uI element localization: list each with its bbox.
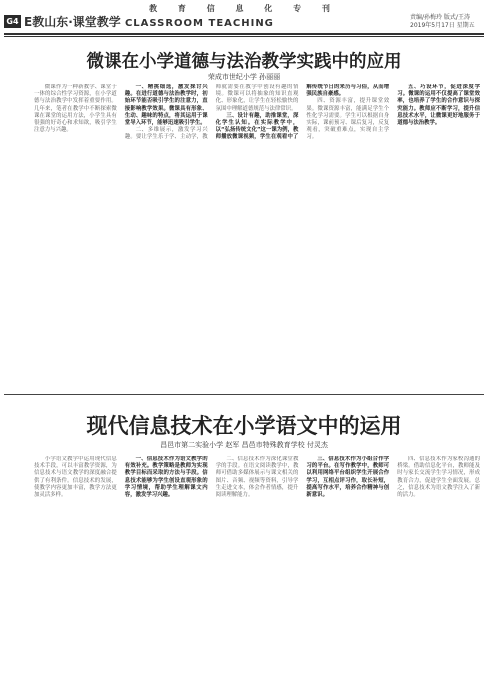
header-rule-thin xyxy=(4,36,484,37)
article1-paragraph: 微课作为一种新教学、课堂于一体的综合性学习资源，在小学道德与法治教学中发挥着重要作用。几年来，笔者在教学中不断探索微课在课堂的运用方法，小学生具有很强的好奇心和求知欲，吸引学生注意力与兴趣。 xyxy=(34,84,117,134)
article1-byline: 荣成市世纪小学 孙丽丽 xyxy=(207,73,281,81)
article1-paragraph: 五、巧设环节，促进深度学习。微课的运用不仅提高了课堂效率，也培养了学生的合作意识与探究能力。教师应不断学习，提升信息技术水平，让微课更好地服务于道德与法治教学。 xyxy=(397,84,480,127)
article2-paragraph: 一、信息技术作为语文教学的有效补充。教学策略是教师为实现教学目标而采取的方法与手段。信息技术能够为学生创设直观形象的学习情境，帮助学生理解课文内容，激发学习兴趣。 xyxy=(124,456,208,499)
article1-paragraph: 三、设计有趣，助推课堂，深化学生认知。在实际教学中，以“弘扬传统文化”这一课为例，教师播放微课视频，学生在观看中了解传统节日的来历与习俗，从而增强民族自豪感。 xyxy=(215,84,390,141)
article2-paragraph: 四、信息技术作为家校沟通的桥梁。借助信息化平台，教师能及时与家长交流学生学习情况，形成教育合力，促进学生全面发展。总之，信息技术为语文教学注入了新的活力。 xyxy=(397,456,480,499)
column-title-en: CLASSROOM TEACHING xyxy=(124,18,274,29)
article-divider xyxy=(4,394,484,395)
column-title xyxy=(24,13,274,30)
article2-paragraph: 三、信息技术作为小组合作学习的平台。在写作教学中，教师可以利用网络平台组织学生开展合作学习，互相点评习作，取长补短，提高写作水平，培养合作精神与创新意识。 xyxy=(306,456,390,499)
article2-byline: 昌邑市第二实验小学 赵军 昌邑市特殊教育学校 付灵杰 xyxy=(160,441,328,449)
article2-body xyxy=(34,456,480,682)
article1-body xyxy=(34,84,480,390)
header-rule xyxy=(4,33,484,35)
issue-date: 2019年5月17日 星期五 xyxy=(410,22,475,29)
article2-title: 现代信息技术在小学语文中的运用 xyxy=(86,413,402,438)
page-number-badge: G4 xyxy=(4,15,21,28)
article1-paragraph: 四、资源丰富，提升课堂效果。微课资源丰富，能满足学生个性化学习需要。学生可以根据自身实际，课前预习、课后复习，反复观看，突破重难点，实现自主学习。 xyxy=(306,98,390,141)
issue-info xyxy=(410,14,480,30)
masthead xyxy=(4,13,484,31)
article1-title: 微课在小学道德与法治教学实践中的应用 xyxy=(86,52,402,72)
article2-paragraph: 小学语文教学中运用现代信息技术手段，可以丰富教学资源，为信息技术与语文教学的深度融合提供了有利条件。信息技术的发展，使教学内容更加丰富，教学方法更加灵活多样。 xyxy=(34,456,117,499)
editor-credit: 责编/孙梅玲 版式/王涛 xyxy=(410,14,470,21)
article1-paragraph: 一、精挑细选，激发探讨兴趣。在进行道德与法治教学时，初始环节能否吸引学生的注意力，直接影响教学效果。微课具有形象、生动、趣味的特点，将其运用于课堂导入环节，能够迅速吸引学生。 xyxy=(124,84,208,127)
article1-paragraph: 二、多维展示，激发学习兴趣。要让学生乐于学、主动学，教师就需要在教学中创设有趣的情境。微课可以将抽象的知识直观化、形象化，让学生在轻松愉快的氛围中理解道德规范与法律常识。 xyxy=(124,84,299,141)
column-title-cn: E教山东·课堂教学 xyxy=(24,15,121,29)
supplement-tagline: 教 育 信 息 化 专 刊 xyxy=(149,4,339,13)
page-header xyxy=(0,0,488,34)
article2-paragraph: 二、信息技术作为深化课堂教学的手段。在语文阅读教学中，教师可借助多媒体展示与课文相关的图片、音频、视频等资料，引导学生走进文本，体会作者情感，提升阅读理解能力。 xyxy=(215,456,299,499)
